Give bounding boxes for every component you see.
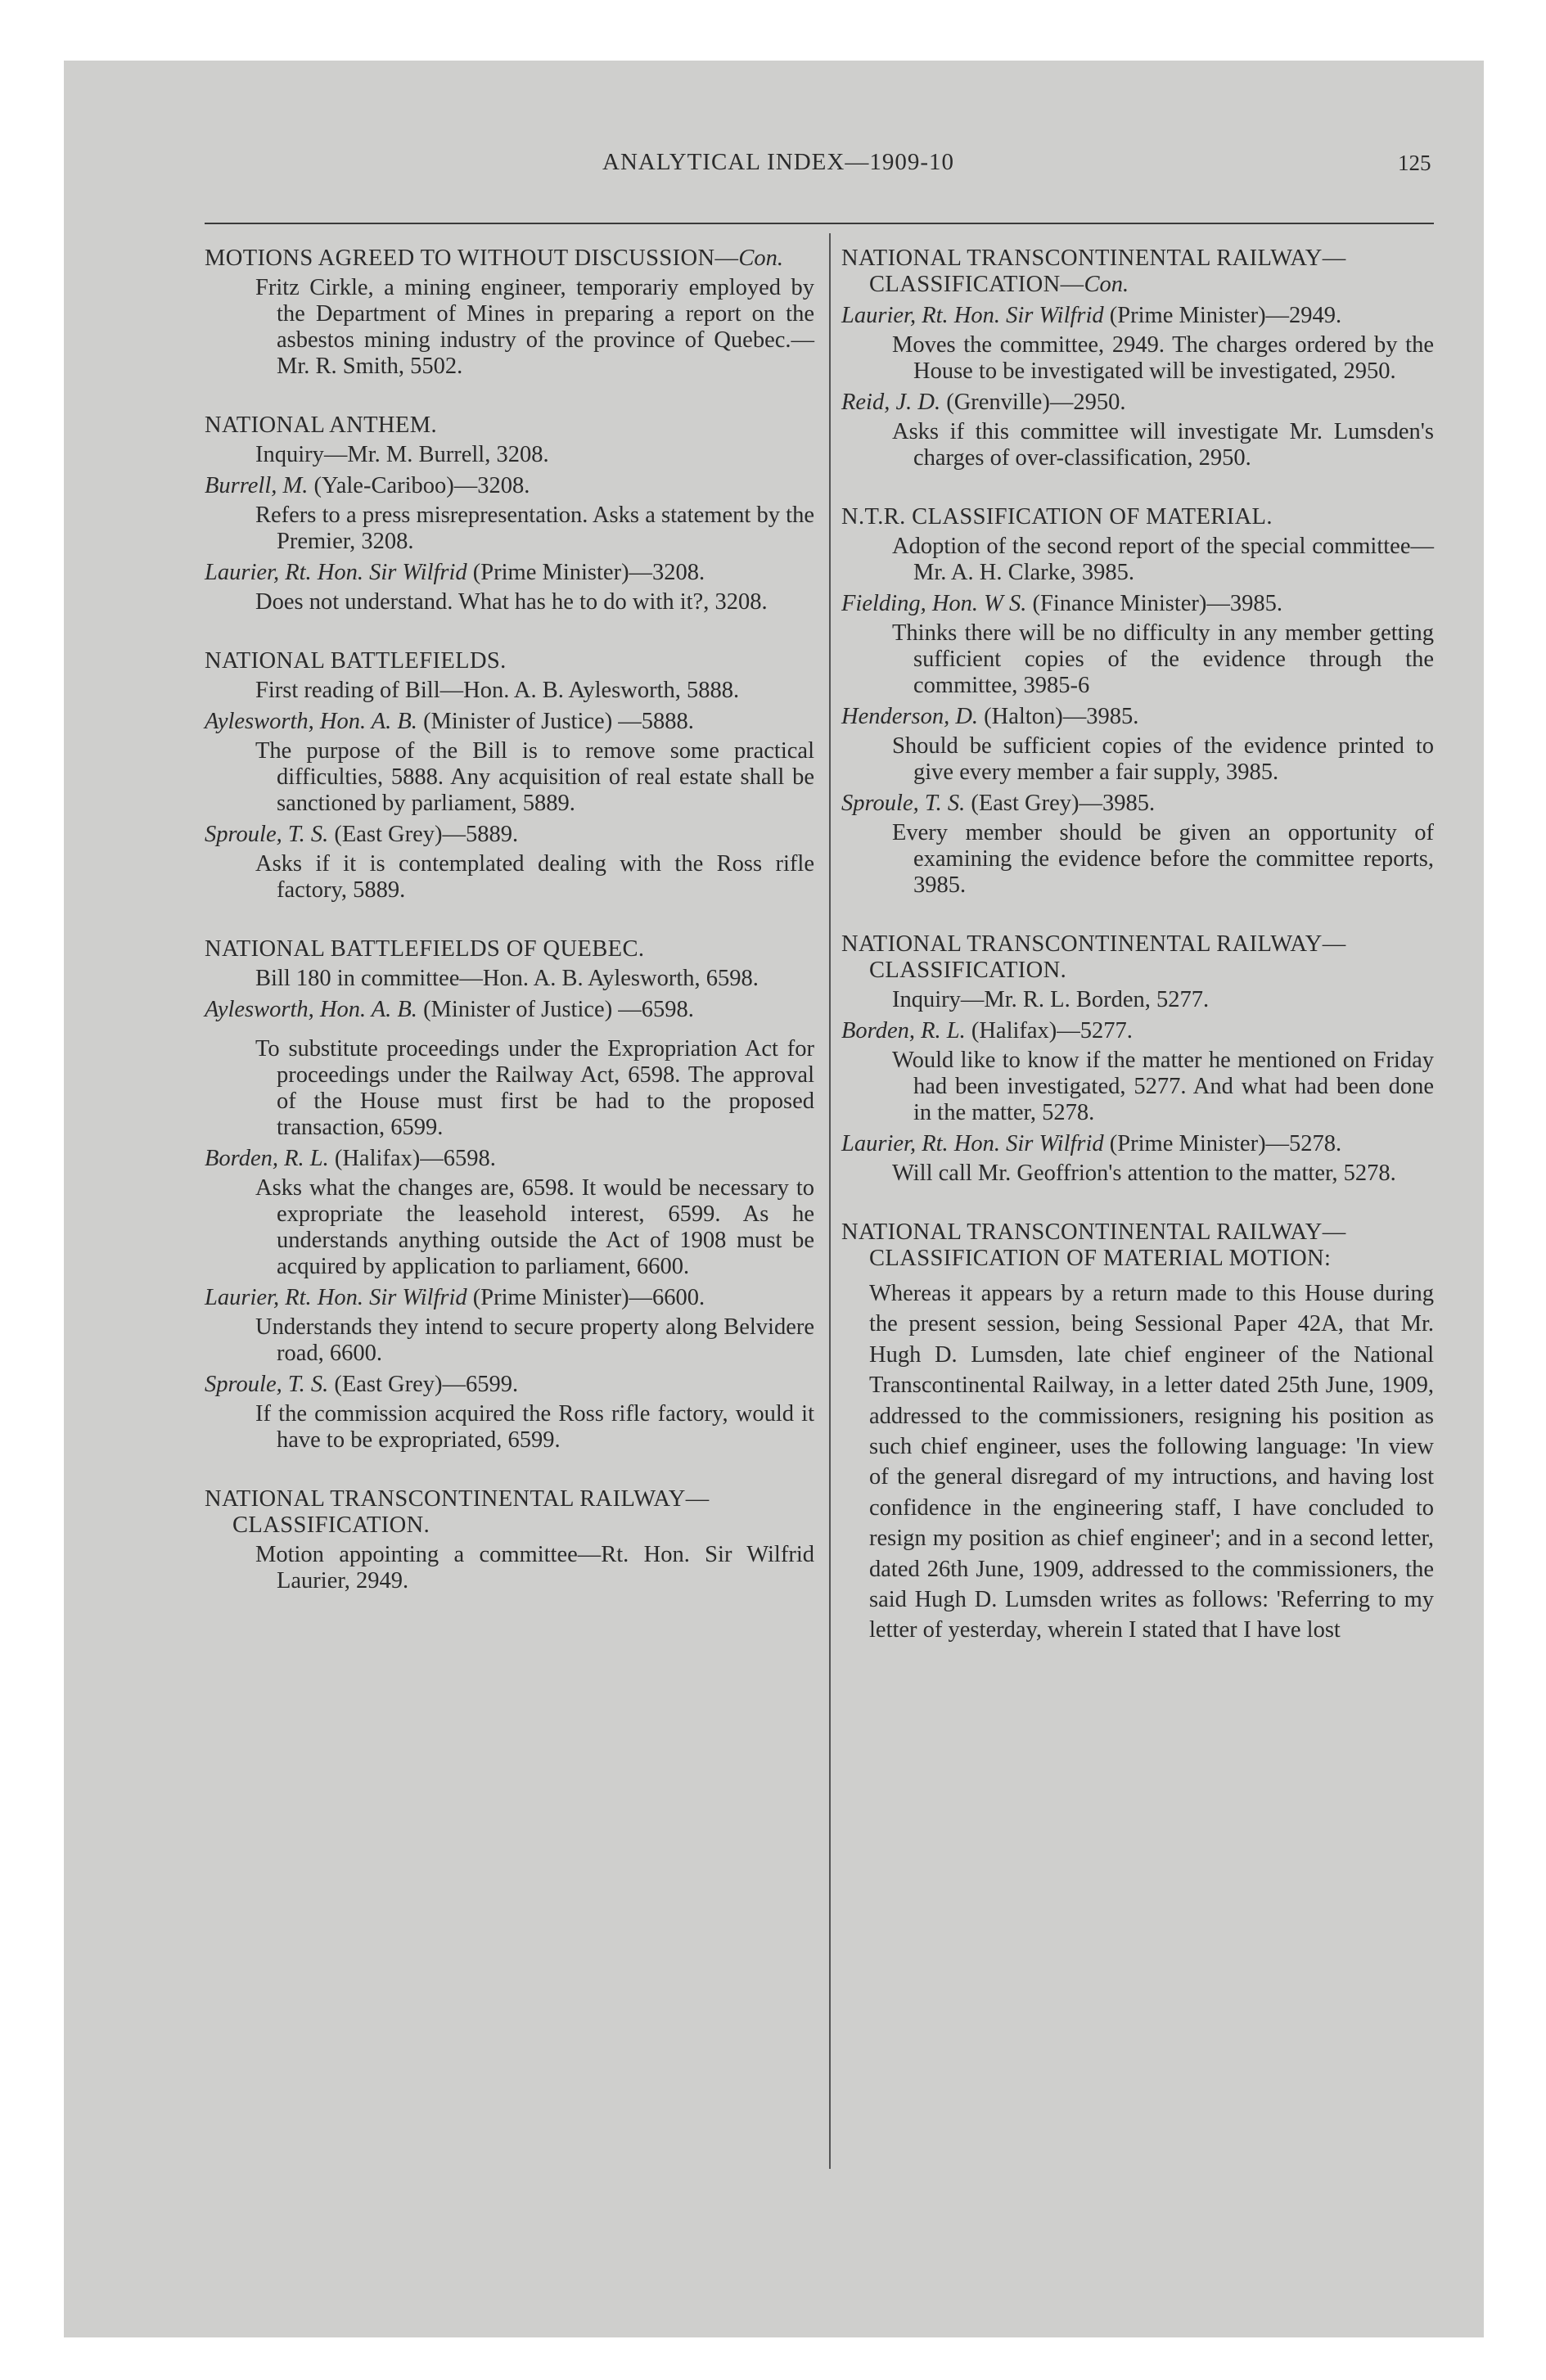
index-entry — [841, 1219, 1434, 1646]
speaker-line — [205, 1146, 814, 1172]
entry-heading-text: NATIONAL TRANSCONTINENTAL RAILWAY—CLASSIFICATION OF MATERIAL MOTION: — [841, 1219, 1346, 1271]
speaker-name: Laurier, Rt. Hon. Sir Wilfrid — [205, 560, 467, 585]
speaker-name: Borden, R. L. — [841, 1018, 966, 1044]
entry-heading-text: MOTIONS AGREED TO WITHOUT DISCUSSION— — [205, 246, 739, 271]
entry-heading-text: NATIONAL TRANSCONTINENTAL RAILWAY—CLASSIFICATION— — [841, 246, 1346, 297]
speaker-detail: (East Grey)—5889. — [328, 822, 519, 847]
entry-heading-text: NATIONAL TRANSCONTINENTAL RAILWAY—CLASSIFICATION. — [841, 931, 1346, 983]
speaker-detail: (Halifax)—6598. — [328, 1146, 496, 1171]
index-entry — [841, 246, 1434, 471]
speaker-line — [841, 591, 1434, 617]
speaker-detail: (Prime Minister)—6600. — [467, 1285, 705, 1310]
index-entry — [841, 504, 1434, 899]
speaker-name: Borden, R. L. — [205, 1146, 329, 1171]
speaker-name: Laurier, Rt. Hon. Sir Wilfrid — [841, 1131, 1104, 1156]
speaker-line — [205, 997, 814, 1023]
speaker-name: Aylesworth, Hon. A. B. — [205, 709, 417, 734]
entry-text: Inquiry—Mr. M. Burrell, 3208. — [255, 442, 549, 467]
speaker-name: Sproule, T. S. — [841, 791, 966, 816]
speaker-detail: (Yale-Cariboo)—3208. — [308, 473, 530, 498]
entry-heading-text: NATIONAL ANTHEM. — [205, 412, 437, 438]
entry-heading-text: NATIONAL TRANSCONTINENTAL RAILWAY—CLASSIFICATION. — [205, 1486, 710, 1538]
speaker-detail: (Prime Minister)—5278. — [1103, 1131, 1342, 1156]
speaker-detail: (Prime Minister)—2949. — [1103, 303, 1342, 328]
index-entry — [205, 246, 814, 380]
entry-text: If the commission acquired the Ross rifle factory, would it have to be expropriated, 6599. — [255, 1401, 814, 1453]
speaker-line — [205, 709, 814, 735]
entry-text: The purpose of the Bill is to remove some practical difficulties, 5888. Any acquisition of real estate shall be sanctioned by parliament, 5889. — [255, 738, 814, 816]
speaker-detail: (Minister of Justice) —5888. — [417, 709, 694, 734]
speaker-detail: (Halton)—3985. — [978, 704, 1139, 729]
index-entry — [205, 1486, 814, 1594]
entry-heading-continued: Con. — [738, 246, 784, 271]
entry-text: Every member should be given an opportunity of examining the evidence before the committee reports, 3985. — [892, 820, 1434, 898]
speaker-name: Aylesworth, Hon. A. B. — [205, 997, 417, 1022]
entry-heading — [205, 1486, 814, 1539]
entry-text: Refers to a press misrepresentation. Asks a statement by the Premier, 3208. — [255, 503, 814, 554]
entry-text: Will call Mr. Geoffrion's attention to the matter, 5278. — [892, 1161, 1396, 1186]
motion-text: Whereas it appears by a return made to this House during the present session, being Sessional Paper 42A, that Mr. Hugh D. Lumsden, late chief engineer of the National Transcontinental Railway, in a letter dated 25th June, 1909, addressed to the commissioners, resigning his position as such chief engineer, uses the following language: 'In view of the general disregard of my intructions, and having lost confidence in the engineering staff, I have concluded to resign my position as chief engineer'; and in a second letter, dated 26th June, 1909, addressed to the commissioners, the said Hugh D. Lumsden writes as follows: 'Referring to my letter of yesterday, wherein I stated that I have lost — [869, 1281, 1434, 1643]
entry-heading-text: NATIONAL BATTLEFIELDS. — [205, 648, 507, 674]
entry-heading — [205, 648, 814, 674]
page-header-title: ANALYTICAL INDEX—1909-10 — [602, 149, 954, 175]
entry-text: Does not understand. What has he to do with it?, 3208. — [255, 589, 768, 615]
speaker-line — [841, 704, 1434, 730]
speaker-line — [205, 1285, 814, 1311]
page-number: 125 — [1398, 151, 1431, 175]
left-column — [205, 246, 814, 1627]
entry-text: To substitute proceedings under the Expropriation Act for proceedings under the Railway Act, 6598. The approval of the House must first be had to the proposed transaction, 6599. — [255, 1036, 814, 1140]
spacer — [205, 1023, 814, 1033]
index-entry — [205, 936, 814, 1454]
entry-text: Fritz Cirkle, a mining engineer, temporariy employed by the Department of Mines in preparing a report on the asbestos mining industry of the province of Quebec.—Mr. R. Smith, 5502. — [255, 275, 814, 379]
entry-heading-text: N.T.R. CLASSIFICATION OF MATERIAL. — [841, 504, 1273, 530]
entry-text: Bill 180 in committee—Hon. A. B. Aylesworth, 6598. — [255, 966, 759, 991]
speaker-name: Fielding, Hon. W S. — [841, 591, 1027, 616]
speaker-detail: (Minister of Justice) —6598. — [417, 997, 694, 1022]
speaker-line — [205, 822, 814, 848]
speaker-line — [841, 303, 1434, 329]
entry-text: First reading of Bill—Hon. A. B. Aylesworth, 5888. — [255, 678, 740, 703]
entry-text: Would like to know if the matter he mentioned on Friday had been investigated, 5277. And what had been done in the matter, 5278. — [892, 1048, 1434, 1125]
entry-text: Thinks there will be no difficulty in any member getting sufficient copies of the evidence through the committee, 3985-6 — [892, 620, 1434, 698]
index-entry — [205, 648, 814, 904]
speaker-detail: (Halifax)—5277. — [965, 1018, 1133, 1044]
entry-heading-continued: Con. — [1084, 272, 1129, 297]
speaker-detail: (Prime Minister)—3208. — [467, 560, 705, 585]
entry-heading-text: NATIONAL BATTLEFIELDS OF QUEBEC. — [205, 936, 645, 962]
column-divider — [829, 233, 831, 2169]
speaker-detail: (Finance Minister)—3985. — [1026, 591, 1283, 616]
speaker-detail: (Grenville)—2950. — [940, 390, 1126, 415]
speaker-name: Henderson, D. — [841, 704, 979, 729]
right-column — [841, 246, 1434, 1679]
speaker-name: Laurier, Rt. Hon. Sir Wilfrid — [841, 303, 1104, 328]
entry-text: Moves the committee, 2949. The charges ordered by the House to be investigated will be investigated, 2950. — [892, 332, 1434, 384]
speaker-line — [841, 791, 1434, 817]
speaker-name: Sproule, T. S. — [205, 822, 329, 847]
entry-heading — [841, 504, 1434, 530]
entry-text: Asks if this committee will investigate Mr. Lumsden's charges of over-classification, 2950. — [892, 419, 1434, 471]
entry-text: Asks what the changes are, 6598. It would be necessary to expropriate the leasehold interest, 6599. As he understands anything outside the Act of 1908 must be acquired by application to parliament, 6600. — [255, 1175, 814, 1279]
entry-text: Understands they intend to secure property along Belvidere road, 6600. — [255, 1314, 814, 1366]
entry-text: Asks if it is contemplated dealing with the Ross rifle factory, 5889. — [255, 851, 814, 903]
index-entry — [205, 412, 814, 615]
entry-text: Motion appointing a committee—Rt. Hon. Sir Wilfrid Laurier, 2949. — [255, 1542, 814, 1593]
entry-heading — [841, 246, 1434, 298]
entry-text: Should be sufficient copies of the evidence printed to give every member a fair supply, 3985. — [892, 733, 1434, 785]
header-rule — [205, 223, 1434, 224]
entry-text: Adoption of the second report of the special committee—Mr. A. H. Clarke, 3985. — [892, 534, 1434, 585]
speaker-line — [205, 1372, 814, 1398]
entry-heading — [205, 246, 814, 272]
speaker-detail: (East Grey)—6599. — [328, 1372, 519, 1397]
speaker-line — [841, 1131, 1434, 1157]
speaker-line — [205, 473, 814, 499]
speaker-detail: (East Grey)—3985. — [965, 791, 1156, 816]
speaker-line — [841, 390, 1434, 416]
speaker-name: Sproule, T. S. — [205, 1372, 329, 1397]
entry-heading — [841, 931, 1434, 984]
entry-heading — [205, 412, 814, 439]
speaker-line — [205, 560, 814, 586]
entry-text: Inquiry—Mr. R. L. Borden, 5277. — [892, 987, 1210, 1012]
speaker-name: Laurier, Rt. Hon. Sir Wilfrid — [205, 1285, 467, 1310]
index-entry — [841, 931, 1434, 1187]
speaker-name: Burrell, M. — [205, 473, 309, 498]
speaker-line — [841, 1018, 1434, 1044]
speaker-name: Reid, J. D. — [841, 390, 941, 415]
entry-heading — [841, 1219, 1434, 1272]
entry-heading — [205, 936, 814, 962]
